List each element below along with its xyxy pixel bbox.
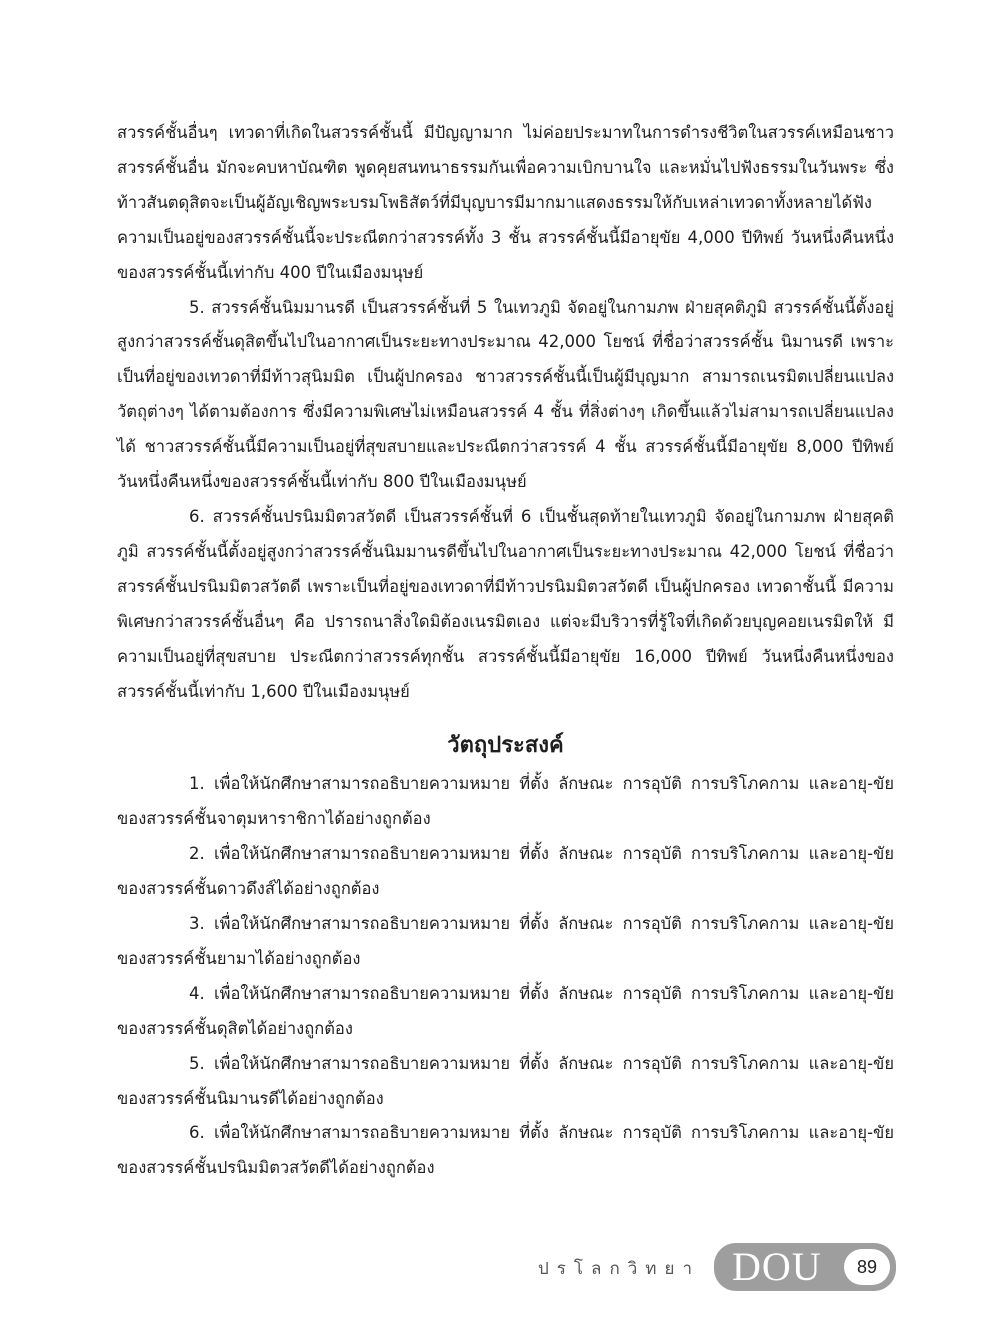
objective-item: 1. เพื่อให้นักศึกษาสามารถอธิบายความหมาย ที่ตั้ง ลักษณะ การอุบัติ การบริโภคกาม และอายุ-ขัยของสวรรค์ชั้นจาตุมหาราชิกาได้อย่างถูกต้อง (117, 774, 894, 829)
body-paragraph-heaven-5: 5. สวรรค์ชั้นนิมมานรดี เป็นสวรรค์ชั้นที่ 5 ในเทวภูมิ จัดอยู่ในกามภพ ฝ่ายสุคติภูมิ สวรรค์ชั้นนี้ตั้งอยู่สูงกว่าสวรรค์ชั้นดุสิตขึ้นไปในอากาศเป็นระยะทางประมาณ 42,000 โยชน์ ที่ชื่อว่าสวรรค์ชั้น นิมานรดี เพราะเป็นที่อยู่ของเทวดาที่มีท้าวสุนิมมิต เป็นผู้ปกครอง ชาวสวรรค์ชั้นนี้เป็นผู้มีบุญมาก สามารถเนรมิตเปลี่ยนแปลงวัตถุต่างๆ ได้ตามต้องการ ซึ่งมีความพิเศษไม่เหมือนสวรรค์ 4 ชั้น ที่สิ่งต่างๆ เกิดขึ้นแล้วไม่สามารถเปลี่ยนแปลงได้ ชาวสวรรค์ชั้นนี้มีความเป็นอยู่ที่สุขสบายและประณีตกว่าสวรรค์ 4 ชั้น สวรรค์ชั้นนี้มีอายุขัย 8,000 ปีทิพย์ วันหนึ่งคืนหนึ่งของสวรรค์ชั้นนี้เท่ากับ 800 ปีในเมืองมนุษย์ (117, 297, 894, 492)
objective-item: 2. เพื่อให้นักศึกษาสามารถอธิบายความหมาย ที่ตั้ง ลักษณะ การอุบัติ การบริโภคกาม และอายุ-ขัยของสวรรค์ชั้นดาวดึงส์ได้อย่างถูกต้อง (117, 844, 894, 899)
objective-item: 5. เพื่อให้นักศึกษาสามารถอธิบายความหมาย ที่ตั้ง ลักษณะ การอุบัติ การบริโภคกาม และอายุ-ขัยของสวรรค์ชั้นนิมานรดีได้อย่างถูกต้อง (117, 1053, 894, 1108)
objective-item: 6. เพื่อให้นักศึกษาสามารถอธิบายความหมาย ที่ตั้ง ลักษณะ การอุบัติ การบริโภคกาม และอายุ-ขัยของสวรรค์ชั้นปรนิมมิตวสวัตดีได้อย่างถูกต้อง (117, 1123, 894, 1178)
page-number: 89 (844, 1249, 890, 1285)
body-paragraph-heaven-6: 6. สวรรค์ชั้นปรนิมมิตวสวัตดี เป็นสวรรค์ชั้นที่ 6 เป็นชั้นสุดท้ายในเทวภูมิ จัดอยู่ในกามภพ ฝ่ายสุคติภูมิ สวรรค์ชั้นนี้ตั้งอยู่สูงกว่าสวรรค์ชั้นนิมมานรดีขึ้นไปในอากาศเป็นระยะทางประมาณ 42,000 โยชน์ ที่ชื่อว่าสวรรค์ชั้นปรนิมมิตวสวัตดี เพราะเป็นที่อยู่ของเทวดาที่มีท้าวปรนิมมิตวสวัตดี เป็นผู้ปกครอง เทวดาชั้นนี้ มีความพิเศษกว่าสวรรค์ชั้นอื่นๆ คือ ปรารถนาสิ่งใดมิต้องเนรมิตเอง แต่จะมีบริวารที่รู้ใจที่เกิดด้วยบุญคอยเนรมิตให้ มีความเป็นอยู่ที่สุขสบาย ประณีตกว่าสวรรค์ทุกชั้น สวรรค์ชั้นนี้มีอายุขัย 16,000 ปีทิพย์ วันหนึ่งคืนหนึ่งของสวรรค์ชั้นนี้เท่ากับ 1,600 ปีในเมืองมนุษย์ (117, 506, 894, 701)
dou-badge (714, 1243, 896, 1291)
dou-logo: DOU (732, 1244, 822, 1289)
page-content (117, 116, 894, 1186)
body-paragraph-continued: สวรรค์ชั้นอื่นๆ เทวดาที่เกิดในสวรรค์ชั้นนี้ มีปัญญามาก ไม่ค่อยประมาทในการดำรงชีวิตในสวรรค์เหมือนชาวสวรรค์ชั้นอื่น มักจะคบหาบัณฑิต พูดคุยสนทนาธรรมกันเพื่อความเบิกบานใจ และหมั่นไปฟังธรรมในวันพระ ซึ่งท้าวสันตดุสิตจะเป็นผู้อัญเชิญพระบรมโพธิสัตว์ที่มีบุญบารมีมากมาแสดงธรรมให้กับเหล่าเทวดาทั้งหลายได้ฟัง ความเป็นอยู่ของสวรรค์ชั้นนี้จะประณีตกว่าสวรรค์ทั้ง 3 ชั้น สวรรค์ชั้นนี้มีอายุขัย 4,000 ปีทิพย์ วันหนึ่งคืนหนึ่งของสวรรค์ชั้นนี้เท่ากับ 400 ปีในเมืองมนุษย์ (117, 123, 894, 282)
objectives-list (117, 767, 894, 1186)
objective-item: 3. เพื่อให้นักศึกษาสามารถอธิบายความหมาย ที่ตั้ง ลักษณะ การอุบัติ การบริโภคกาม และอายุ-ขัยของสวรรค์ชั้นยามาได้อย่างถูกต้อง (117, 914, 894, 968)
book-title: ปรโลกวิทยา (537, 1259, 700, 1279)
objective-item: 4. เพื่อให้นักศึกษาสามารถอธิบายความหมาย ที่ตั้ง ลักษณะ การอุบัติ การบริโภคกาม และอายุ-ขัยของสวรรค์ชั้นดุสิตได้อย่างถูกต้อง (117, 983, 894, 1038)
objectives-heading: วัตถุประสงค์ (447, 733, 564, 759)
page-footer (0, 1243, 1000, 1291)
